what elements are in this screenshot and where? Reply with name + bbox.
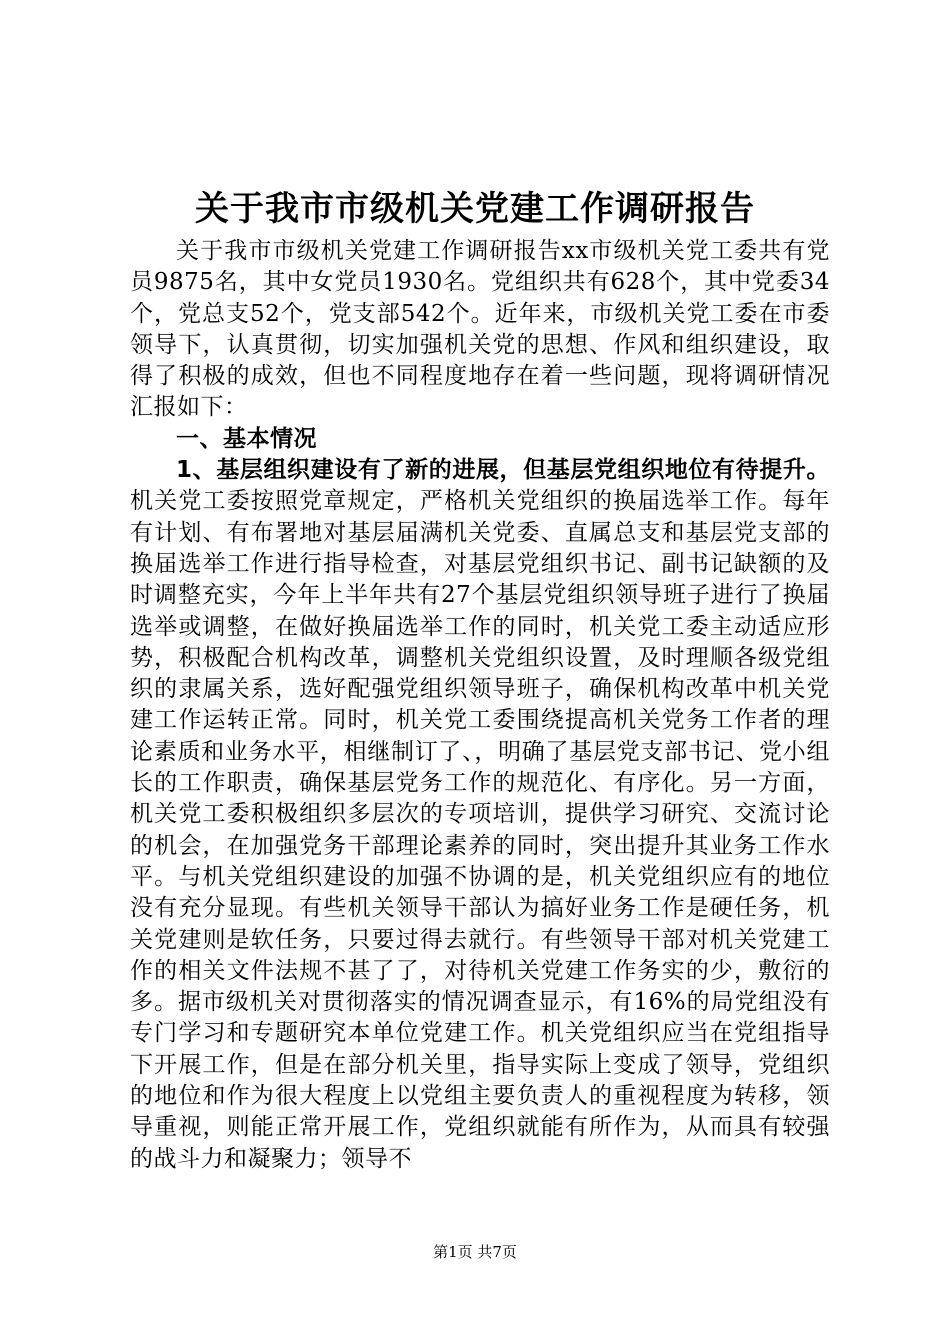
section-heading: 一、基本情况 [176, 425, 317, 452]
point-paragraph [130, 455, 830, 1175]
document-title: 关于我市市级机关党建工作调研报告 [195, 189, 755, 229]
point-body: 机关党工委按照党章规定，严格机关党组织的换届选举工作。每年有计划、有布署地对基层届满机关党委、直属总支和基层党支部的换届选举工作进行指导检查，对基层党组织书记、副书记缺额的及时调整充实，今年上半年共有27个基层党组织领导班子进行了换届选举或调整，在做好换届选举工作的同时，机关党工委主动适应形势，积极配合机构改革，调整机关党组织设置，及时理顺各级党组织的隶属关系，选好配强党组织领导班子，确保机构改革中机关党建工作运转正常。同时，机关党工委围绕提高机关党务工作者的理论素质和业务水平，相继制订了、，明确了基层党支部书记、党小组长的工作职责，确保基层党务工作的规范化、有序化。另一方面，机关党工委积极组织多层次的专项培训，提供学习研究、交流讨论的机会，在加强党务干部理论素养的同时，突出提升其业务工作水平。与机关党组织建设的加强不协调的是，机关党组织应有的地位没有充分显现。有些机关领导干部认为搞好业务工作是硬任务，机关党建则是软任务，只要过得去就行。有些领导干部对机关党建工作的相关文件法规不甚了了，对待机关党建工作务实的少，敷衍的多。据市级机关对贯彻落实的情况调查显示，有16%的局党组没有专门学习和专题研究本单位党建工作。机关党组织应当在党组指导下开展工作，但是在部分机关里，指导实际上变成了领导，党组织的地位和作为很大程度上以党组主要负责人的重视程度为转移，领导重视，则能正常开展工作，党组织就能有所作为，从而具有较强的战斗力和凝聚力；领导不 [130, 488, 830, 1172]
point-lead: 1、基层组织建设有了新的进展，但基层党组织地位有待提升。 [176, 457, 830, 484]
page-footer: 第1页 共7页 [433, 1243, 517, 1261]
document-body [130, 236, 830, 1175]
intro-paragraph: 关于我市市级机关党建工作调研报告xx市级机关党工委共有党员9875名，其中女党员1930名。党组织共有628个，其中党委34个，党总支52个，党支部542个。近年来，市级机关党工委在市委领导下，认真贯彻，切实加强机关党的思想、作风和组织建设，取得了积极的成效，但也不同程度地存在着一些问题，现将调研情况汇报如下： [130, 238, 830, 421]
